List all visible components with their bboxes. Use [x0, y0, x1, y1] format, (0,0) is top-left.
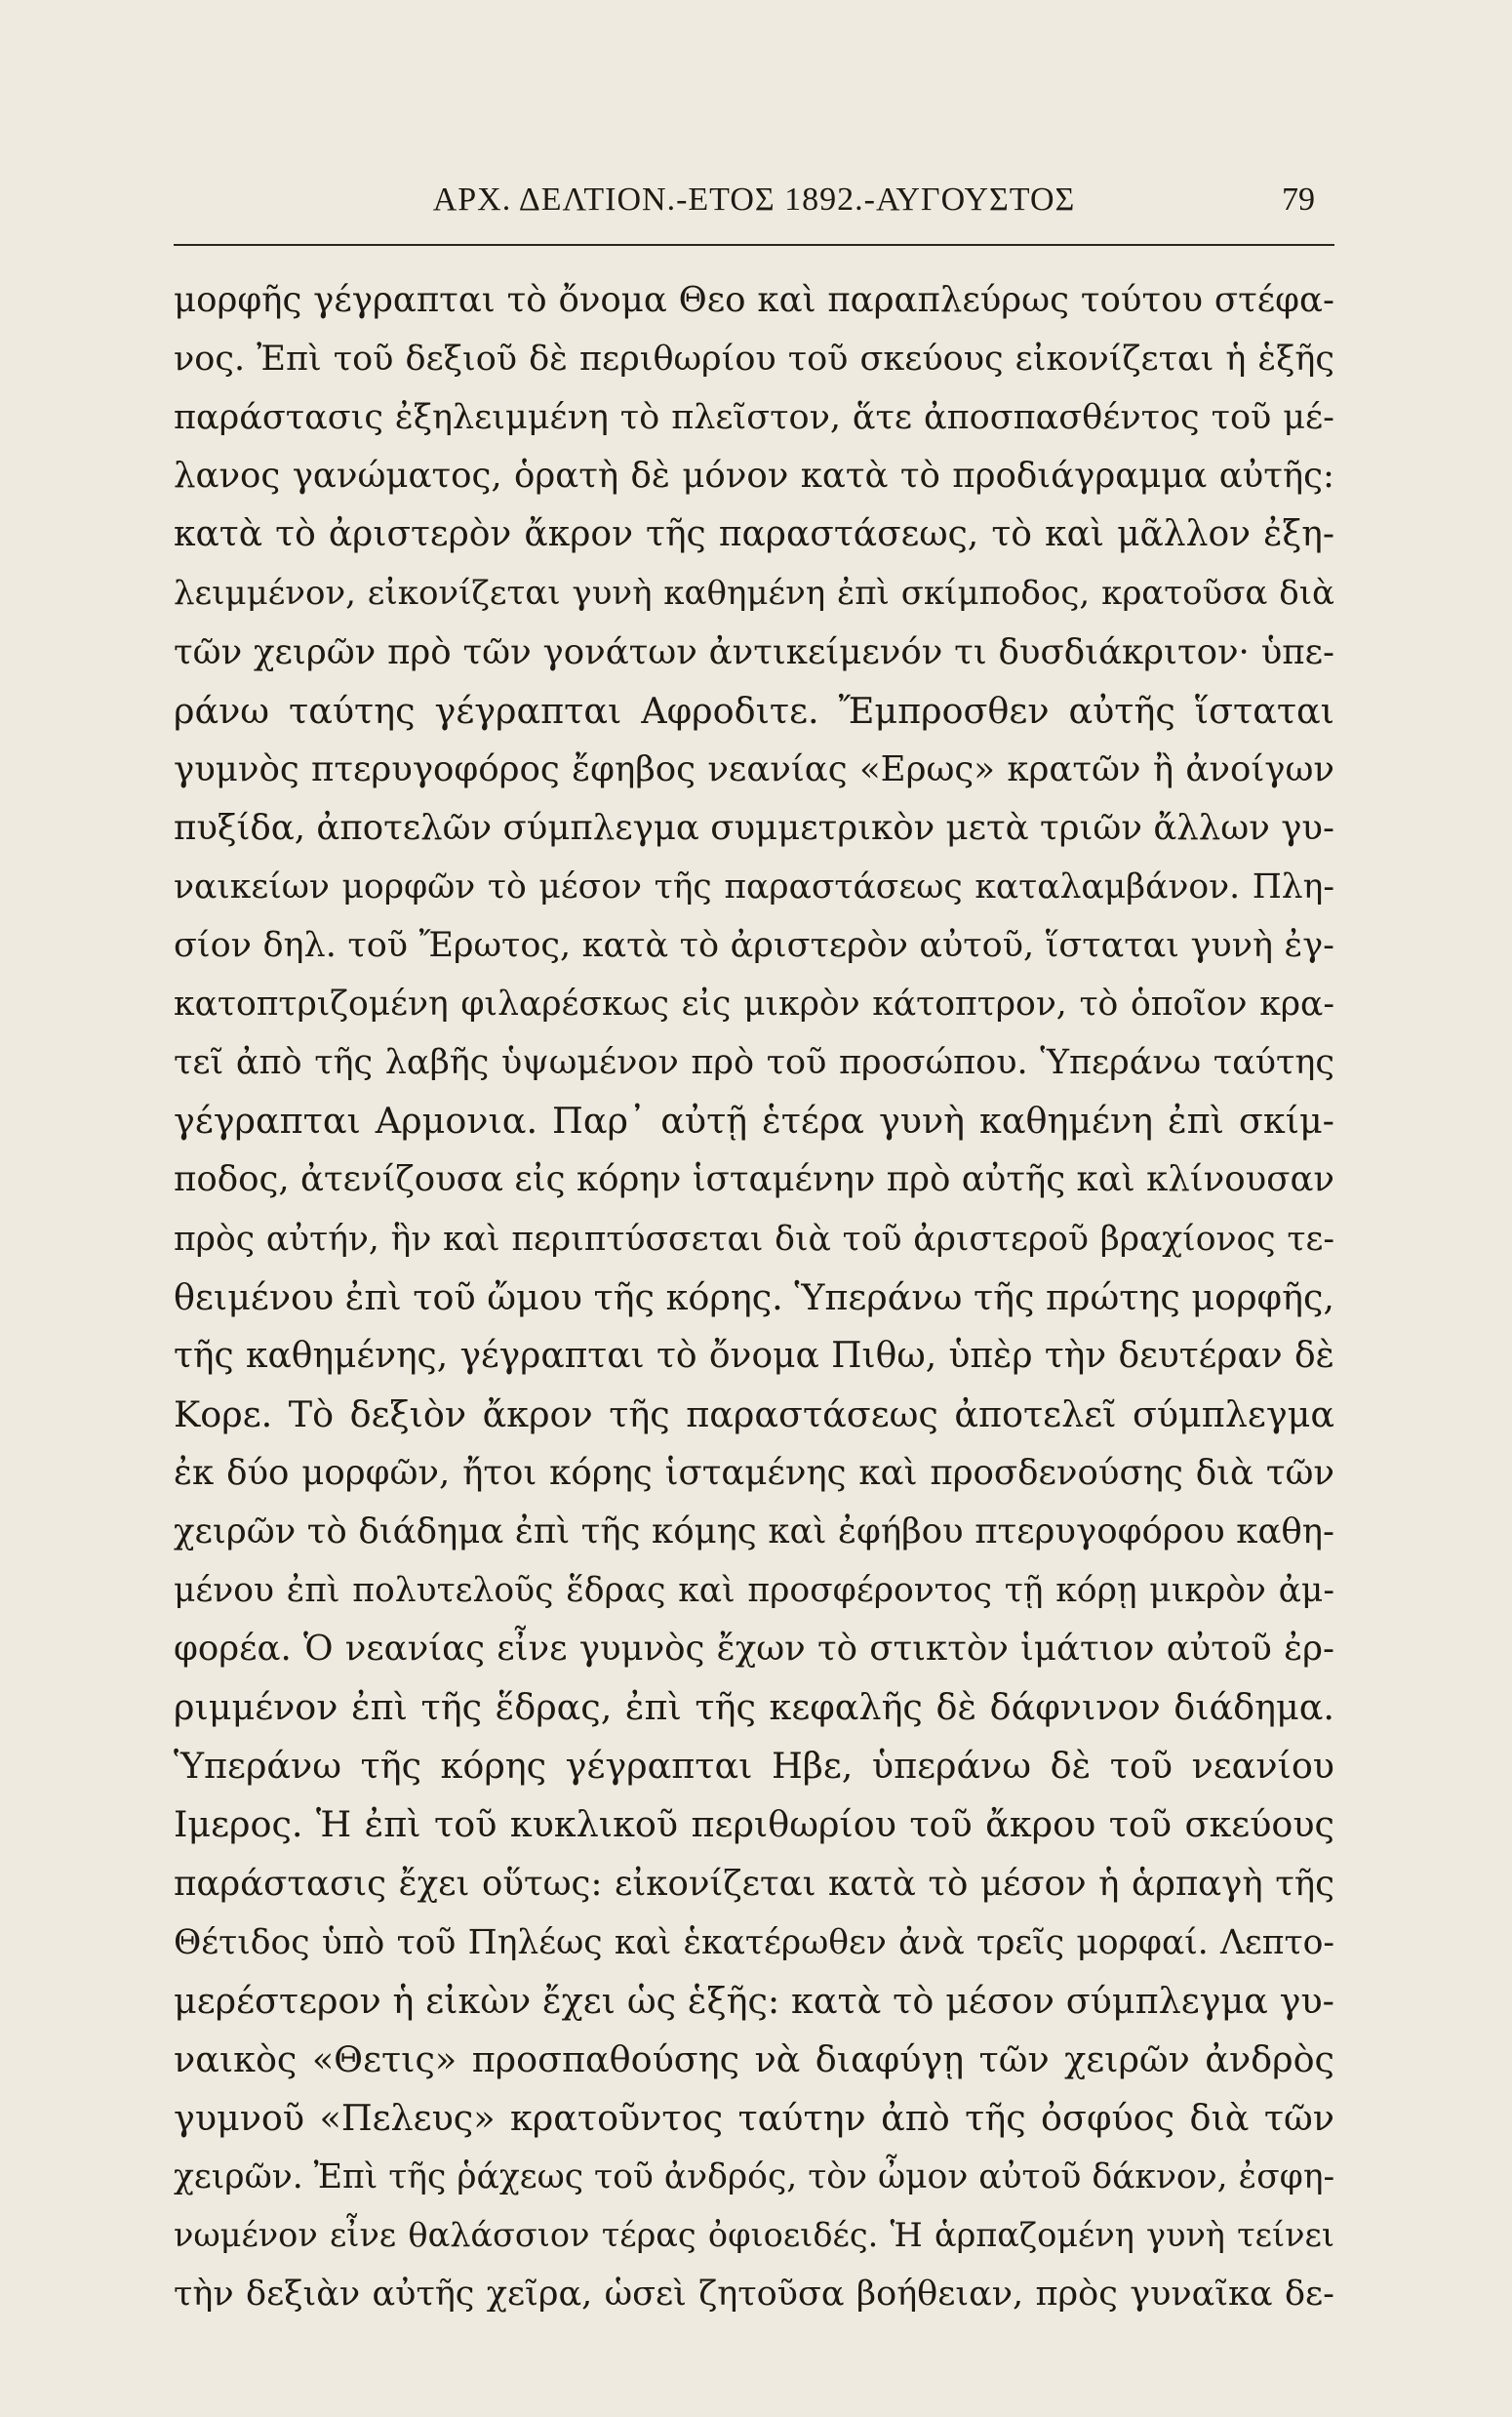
text-line	[174, 1913, 1334, 1972]
text-line-content: παράστασις ἔχει οὕτως: εἰκονίζεται κατὰ τὸ μέσον ἡ ἁρπαγὴ τῆς	[174, 1863, 1334, 1904]
text-line	[174, 1855, 1334, 1913]
text-line	[174, 271, 1334, 330]
running-head	[174, 166, 1334, 224]
header-rule	[174, 244, 1334, 246]
text-line	[174, 330, 1334, 388]
text-line	[174, 447, 1334, 505]
text-line-content: Θέτιδος ὑπὸ τοῦ Πηλέως καὶ ἑκατέρωθεν ἀνὰ τρεῖς μορφαί. Λεπτο-	[174, 1922, 1334, 1962]
text-line-content: τῆς καθημένης, γέγραπται τὸ ὄνομα Πιθω, ὑπὲρ τὴν δευτέραν δὲ	[174, 1335, 1334, 1376]
text-line-content: πυξίδα, ἀποτελῶν σύμπλεγμα συμμετρικὸν μετὰ τριῶν ἄλλων γυ-	[174, 807, 1334, 848]
text-line-content: γυμνὸς πτερυγοφόρος ἔφηβος νεανίας «Ερως» κρατῶν ἢ ἀνοίγων	[174, 748, 1334, 789]
page-number: 79	[1282, 181, 1315, 218]
text-line-content: ριμμένον ἐπὶ τῆς ἕδρας, ἐπὶ τῆς κεφαλῆς δὲ δάφνινον διάδημα.	[174, 1686, 1334, 1729]
text-line	[174, 916, 1334, 975]
text-line	[174, 2031, 1334, 2089]
text-line-content: μένου ἐπὶ πολυτελοῦς ἕδρας καὶ προσφέροντος τῇ κόρῃ μικρὸν ἀμ-	[174, 1571, 1334, 1611]
text-line-content: τῶν χειρῶν πρὸ τῶν γονάτων ἀντικείμενόν τι δυσδιάκριτον· ὑπε-	[174, 631, 1334, 672]
text-line-content: σίον δηλ. τοῦ Ἔρωτος, κατὰ τὸ ἀριστερὸν αὐτοῦ, ἵσταται γυνὴ ἐγ-	[174, 926, 1334, 966]
text-line	[174, 2089, 1334, 2148]
text-line	[174, 1620, 1334, 1678]
running-title: ΑΡΧ. ΔΕΛΤΙΟΝ.-ΕΤΟΣ 1892.-ΑΥΓΟΥΣΤΟΣ	[432, 181, 1076, 218]
text-line-content: Ιμερος. Ἡ ἐπὶ τοῦ κυκλικοῦ περιθωρίου τοῦ ἄκρου τοῦ σκεύους	[174, 1803, 1334, 1846]
text-line	[174, 1092, 1334, 1150]
text-line-content: Κορε. Τὸ δεξιὸν ἄκρον τῆς παραστάσεως ἀποτελεῖ σύμπλεγμα	[174, 1392, 1334, 1435]
document-page	[174, 166, 1334, 2323]
text-line	[174, 858, 1334, 916]
text-line	[174, 505, 1334, 564]
text-line	[174, 1386, 1334, 1444]
text-line	[174, 1444, 1334, 1503]
text-line	[174, 1737, 1334, 1795]
text-line	[174, 1033, 1334, 1092]
text-line	[174, 1327, 1334, 1386]
text-line	[174, 564, 1334, 623]
text-line	[174, 975, 1334, 1033]
text-line-content: χειρῶν τὸ διάδημα ἐπὶ τῆς κόμης καὶ ἐφήβου πτερυγοφόρου καθη-	[174, 1511, 1334, 1551]
text-line	[174, 1795, 1334, 1854]
text-line	[174, 1678, 1334, 1737]
text-line-content: τὴν δεξιὰν αὐτῆς χεῖρα, ὡσεὶ ζητοῦσα βοήθειαν, πρὸς γυναῖκα δε-	[174, 2275, 1334, 2315]
text-line-content: μορφῆς γέγραπται τὸ ὄνομα Θεο καὶ παραπλεύρως τούτου στέφα-	[174, 280, 1334, 320]
text-line-content: πρὸς αὐτήν, ἣν καὶ περιπτύσσεται διὰ τοῦ ἀριστεροῦ βραχίονος τε-	[174, 1219, 1334, 1259]
text-line-content: λανος γανώματος, ὁρατὴ δὲ μόνον κατὰ τὸ προδιάγραμμα αὐτῆς:	[174, 456, 1334, 497]
text-line-content: νωμένον εἶνε θαλάσσιον τέρας ὀφιοειδές. Ἡ ἁρπαζομένη γυνὴ τείνει	[174, 2216, 1334, 2255]
text-line-content: κατοπτριζομένη φιλαρέσκως εἰς μικρὸν κάτοπτρον, τὸ ὁποῖον κρα-	[174, 985, 1334, 1025]
text-line-content: ράνω ταύτης γέγραπται Αφροδιτε. Ἔμπροσθεν αὐτῆς ἵσταται	[174, 689, 1334, 732]
text-line	[174, 741, 1334, 799]
text-line-content: γέγραπται Αρμονια. Παρ᾽ αὐτῇ ἑτέρα γυνὴ καθημένη ἐπὶ σκίμ-	[174, 1100, 1334, 1143]
text-line	[174, 2265, 1334, 2323]
text-line	[174, 624, 1334, 682]
text-line-content: τεῖ ἀπὸ τῆς λαβῆς ὑψωμένον πρὸ τοῦ προσώπου. Ὑπεράνω ταύτης	[174, 1043, 1334, 1083]
text-line	[174, 1503, 1334, 1561]
text-line	[174, 2148, 1334, 2206]
text-line-content: ναικείων μορφῶν τὸ μέσον τῆς παραστάσεως καταλαμβάνον. Πλη-	[174, 866, 1334, 906]
text-line	[174, 1150, 1334, 1209]
text-line-content: φορέα. Ὁ νεανίας εἶνε γυμνὸς ἔχων τὸ στικτὸν ἱμάτιον αὐτοῦ ἐρ-	[174, 1629, 1334, 1670]
text-line-content: λειμμένον, εἰκονίζεται γυνὴ καθημένη ἐπὶ σκίμποδος, κρατοῦσα διὰ	[174, 574, 1334, 614]
text-line	[174, 1269, 1334, 1327]
text-line	[174, 1210, 1334, 1269]
text-line-content: γυμνοῦ «Πελευς» κρατοῦντος ταύτην ἀπὸ τῆς ὀσφύος διὰ τῶν	[174, 2096, 1334, 2139]
text-line-content: κατὰ τὸ ἀριστερὸν ἄκρον τῆς παραστάσεως, τὸ καὶ μᾶλλον ἐξη-	[174, 514, 1334, 555]
text-line-content: νος. Ἐπὶ τοῦ δεξιοῦ δὲ περιθωρίου τοῦ σκεύους εἰκονίζεται ἡ ἑξῆς	[174, 340, 1334, 380]
text-line-content: ποδος, ἀτενίζουσα εἰς κόρην ἱσταμένην πρὸ αὐτῆς καὶ κλίνουσαν	[174, 1159, 1334, 1200]
text-line-content: Ὑπεράνω τῆς κόρης γέγραπται Ηβε, ὑπεράνω δὲ τοῦ νεανίου	[174, 1745, 1334, 1788]
text-line-content: μερέστερον ἡ εἰκὼν ἔχει ὡς ἑξῆς: κατὰ τὸ μέσον σύμπλεγμα γυ-	[174, 1979, 1334, 2022]
text-line-content: ἐκ δύο μορφῶν, ἤτοι κόρης ἱσταμένης καὶ προσδενούσης διὰ τῶν	[174, 1452, 1334, 1493]
text-line-content: χειρῶν. Ἐπὶ τῆς ῥάχεως τοῦ ἀνδρός, τὸν ὦμον αὐτοῦ δάκνον, ἐσφη-	[174, 2157, 1335, 2196]
text-line	[174, 2206, 1334, 2265]
text-line	[174, 682, 1334, 741]
text-line-content: θειμένου ἐπὶ τοῦ ὤμου τῆς κόρης. Ὑπεράνω τῆς πρώτης μορφῆς,	[174, 1275, 1334, 1318]
text-line	[174, 1972, 1334, 2031]
text-line-content: ναικὸς «Θετις» προσπαθούσης νὰ διαφύγῃ τῶν χειρῶν ἀνδρὸς	[174, 2037, 1334, 2080]
text-line	[174, 799, 1334, 858]
text-line-content: παράστασις ἐξηλειμμένη τὸ πλεῖστον, ἅτε ἀποσπασθέντος τοῦ μέ-	[174, 398, 1334, 438]
text-line	[174, 1561, 1334, 1620]
body-text	[174, 271, 1334, 2323]
text-line	[174, 388, 1334, 447]
